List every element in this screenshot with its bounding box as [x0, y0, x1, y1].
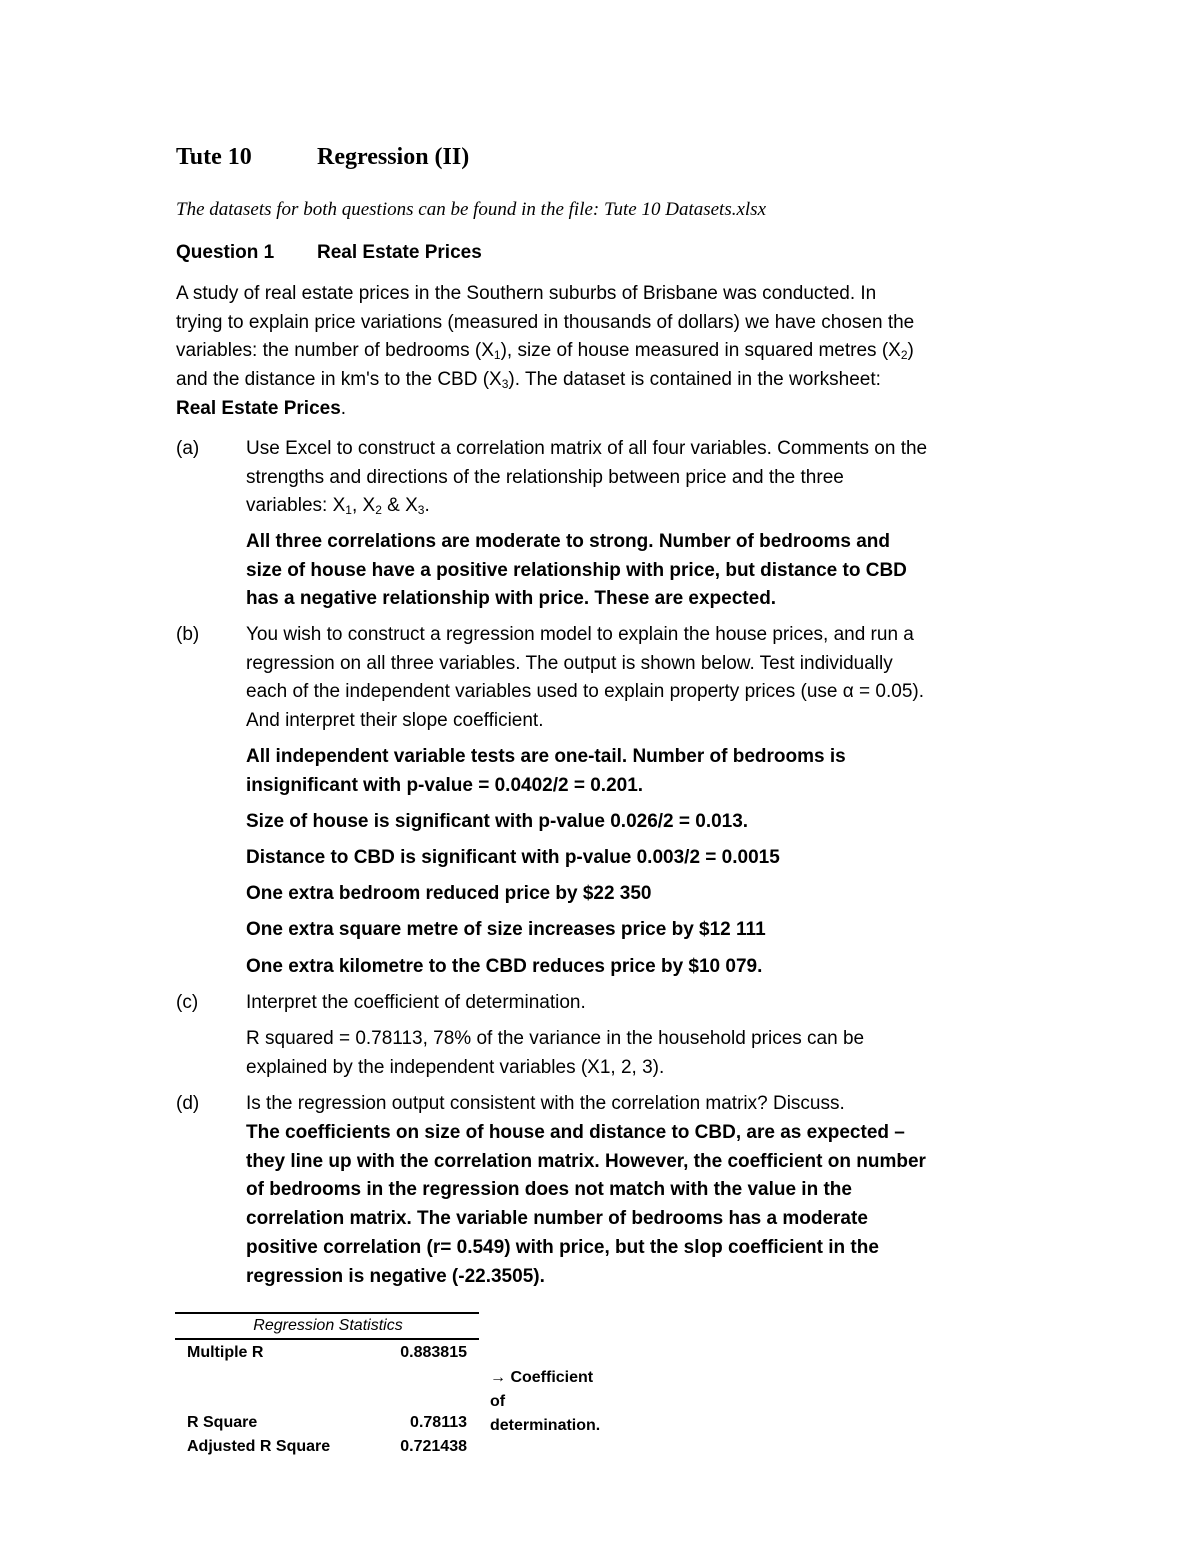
part-d-answer: The coefficients on size of house and distance to CBD, are as expected – they line up with the correlation matrix. However, the coefficient on number of bedrooms in the regression does not match with the value in the correlation matrix. The variable number of bedrooms has a moderate positive correlation (r= 0.549) with price, but the slop coefficient in the regression is negative (-22.3505). [246, 1122, 926, 1287]
question-heading: Real Estate Prices [317, 242, 482, 263]
part-b-answer-5: One extra square metre of size increases price by $12 111 [246, 919, 766, 940]
worksheet-name: Real Estate Prices [176, 397, 341, 419]
part-a-question: Use Excel to construct a correlation matrix of all four variables. Comments on the strengths and directions of the relationship between price and the three variables: $X_1$, $X_2$ & $X_3$. [246, 438, 928, 518]
datasets-note: The datasets for both questions can be found in the file: Tute 10 Datasets.xlsx [176, 199, 767, 220]
part-b-question: You wish to construct a regression model to explain the house prices, and run a regression on all three variables. The output is shown below. Test individually each of the independent variables used to explain property prices (use α = 0.05). And interpret their slope coefficient. [246, 624, 924, 732]
part-b-label: (b) [176, 624, 200, 645]
table-header-rule [175, 1338, 479, 1340]
table-row-value: 0.883815 [400, 1344, 467, 1361]
question-number: Question 1 [176, 242, 275, 263]
tute-number: Tute 10 [176, 144, 252, 170]
part-b-answer-2: Size of house is significant with p-value 0.026/2 = 0.013. [246, 811, 749, 832]
table-top-rule [175, 1312, 479, 1314]
part-d-question: Is the regression output consistent with the correlation matrix? Discuss. [246, 1093, 845, 1114]
part-c-label: (c) [176, 992, 199, 1013]
table-header: Regression Statistics [253, 1317, 403, 1334]
part-a-answer: All three correlations are moderate to strong. Number of bedrooms and size of house have a positive relationship with price, but distance to CBD has a negative relationship with price. These are expected. [246, 531, 907, 610]
table-row-value: 0.78113 [410, 1414, 467, 1431]
table-row-label: Multiple R [187, 1344, 264, 1361]
part-b-answer-3: Distance to CBD is significant with p-value 0.003/2 = 0.0015 [246, 847, 780, 868]
part-b-answer-6: One extra kilometre to the CBD reduces price by $10 079. [246, 956, 763, 977]
coefficient-annotation: → Coefficient of determination. [490, 1369, 601, 1434]
table-row-label: Adjusted R Square [187, 1438, 331, 1455]
table-row-label: R Square [187, 1414, 258, 1431]
part-b-answer-1: All independent variable tests are one-tail. Number of bedrooms is insignificant with p-value = 0.0402/2 = 0.201. [246, 746, 846, 796]
part-c-question: Interpret the coefficient of determination. [246, 992, 586, 1013]
part-a-label: (a) [176, 438, 200, 459]
tute-topic: Regression (II) [317, 144, 470, 170]
part-c-answer: R squared = 0.78113, 78% of the variance in the household prices can be explained by the independent variables (X1, 2, 3). [246, 1028, 865, 1078]
part-b-answer-4: One extra bedroom reduced price by $22 350 [246, 883, 652, 904]
question-intro: A study of real estate prices in the Southern suburbs of Brisbane was conducted. In trying to explain price variations (measured in thousands of dollars) we have chosen the variables: the number of bedrooms $(X_1)$, size of house measured in squared metres $(X_2)$ and the distance in km's to the CBD $(X_3)$. The dataset is contained in the worksheet: Real Estate Prices. [176, 283, 915, 419]
part-d-label: (d) [176, 1093, 200, 1114]
table-row-value: 0.721438 [400, 1438, 467, 1455]
